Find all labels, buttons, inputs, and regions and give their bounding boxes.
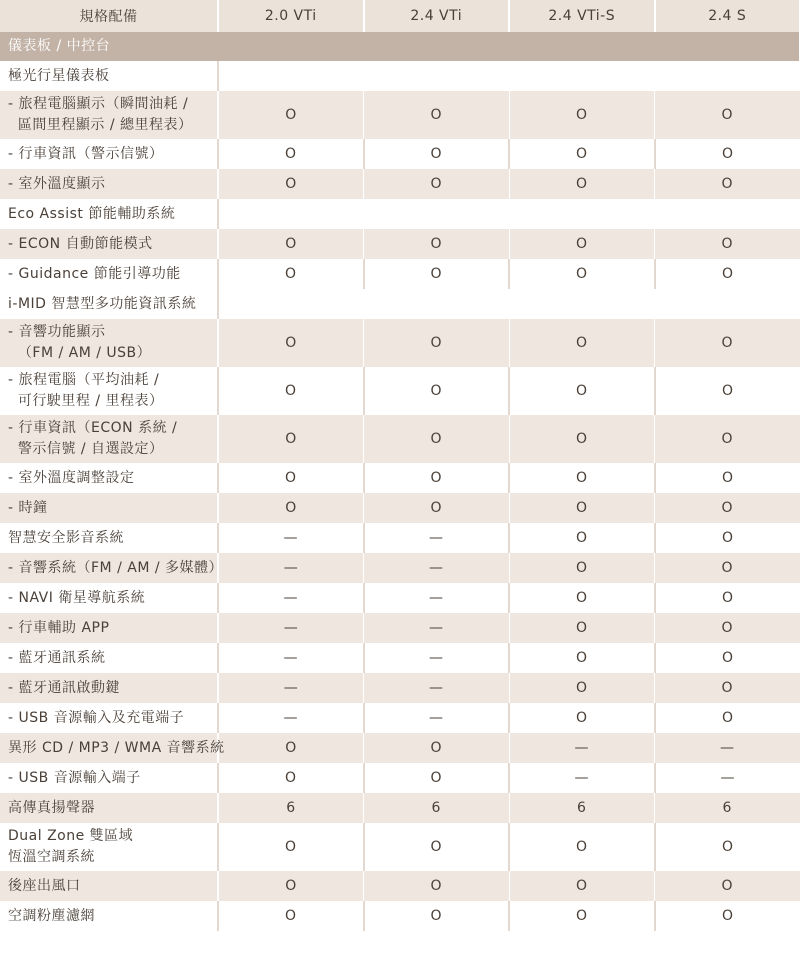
available-mark: O [364, 169, 510, 199]
unavailable-mark: — [218, 643, 364, 673]
spec-row [0, 139, 800, 169]
spec-row [0, 415, 800, 463]
unavailable-mark: — [218, 553, 364, 583]
spec-label: - ECON 自動節能模式 [0, 229, 218, 259]
unavailable-mark: — [364, 673, 510, 703]
unavailable-mark: — [655, 733, 800, 763]
spec-value: 6 [218, 793, 364, 823]
available-mark: O [509, 415, 655, 463]
spec-value: 6 [364, 793, 510, 823]
available-mark: O [364, 91, 510, 139]
available-mark: O [509, 367, 655, 415]
available-mark: O [655, 583, 800, 613]
spec-row [0, 673, 800, 703]
spec-row [0, 169, 800, 199]
unavailable-mark: — [655, 763, 800, 793]
available-mark: O [364, 901, 510, 931]
available-mark: O [218, 763, 364, 793]
available-mark: O [364, 415, 510, 463]
available-mark: O [655, 493, 800, 523]
spec-row [0, 613, 800, 643]
group-blank [218, 61, 800, 91]
available-mark: O [655, 139, 800, 169]
model-header: 2.4 S [655, 0, 800, 32]
category-title: 儀表板 / 中控台 [0, 32, 800, 61]
available-mark: O [218, 733, 364, 763]
available-mark: O [509, 139, 655, 169]
spec-body [0, 32, 800, 931]
unavailable-mark: — [218, 613, 364, 643]
spec-label: - 室外溫度顯示 [0, 169, 218, 199]
available-mark: O [218, 139, 364, 169]
spec-label: Dual Zone 雙區域 恆溫空調系統 [0, 823, 218, 871]
spec-row [0, 553, 800, 583]
spec-label: 智慧安全影音系統 [0, 523, 218, 553]
unavailable-mark: — [218, 673, 364, 703]
available-mark: O [364, 733, 510, 763]
unavailable-mark: — [364, 643, 510, 673]
available-mark: O [218, 415, 364, 463]
available-mark: O [509, 229, 655, 259]
available-mark: O [218, 463, 364, 493]
available-mark: O [364, 823, 510, 871]
header-row [0, 0, 800, 32]
available-mark: O [655, 367, 800, 415]
group-row [0, 289, 800, 319]
spec-label: - 旅程電腦顯示（瞬間油耗 / 區間里程顯示 / 總里程表） [0, 91, 218, 139]
available-mark: O [509, 493, 655, 523]
spec-label: - 時鐘 [0, 493, 218, 523]
available-mark: O [655, 613, 800, 643]
available-mark: O [509, 463, 655, 493]
available-mark: O [364, 763, 510, 793]
spec-row [0, 259, 800, 289]
available-mark: O [218, 259, 364, 289]
available-mark: O [364, 493, 510, 523]
spec-row [0, 793, 800, 823]
spec-row [0, 91, 800, 139]
group-blank [218, 289, 800, 319]
available-mark: O [364, 367, 510, 415]
spec-row [0, 229, 800, 259]
spec-label: - 行車資訊（ECON 系統 / 警示信號 / 自選設定） [0, 415, 218, 463]
spec-row [0, 871, 800, 901]
spec-row [0, 643, 800, 673]
group-title: i-MID 智慧型多功能資訊系統 [0, 289, 218, 319]
spec-row [0, 493, 800, 523]
spec-row [0, 319, 800, 367]
spec-label: - 室外溫度調整設定 [0, 463, 218, 493]
spec-label: - 音響功能顯示 （FM / AM / USB） [0, 319, 218, 367]
model-header: 2.0 VTi [218, 0, 364, 32]
available-mark: O [364, 319, 510, 367]
available-mark: O [509, 259, 655, 289]
available-mark: O [509, 871, 655, 901]
available-mark: O [218, 91, 364, 139]
spec-label: - USB 音源輸入及充電端子 [0, 703, 218, 733]
available-mark: O [655, 553, 800, 583]
available-mark: O [509, 703, 655, 733]
available-mark: O [509, 643, 655, 673]
spec-label: - 行車輔助 APP [0, 613, 218, 643]
available-mark: O [655, 643, 800, 673]
available-mark: O [509, 823, 655, 871]
spec-label: 空調粉塵濾網 [0, 901, 218, 931]
unavailable-mark: — [364, 553, 510, 583]
spec-label: - 旅程電腦（平均油耗 / 可行駛里程 / 里程表） [0, 367, 218, 415]
available-mark: O [655, 673, 800, 703]
unavailable-mark: — [509, 763, 655, 793]
available-mark: O [655, 901, 800, 931]
available-mark: O [655, 91, 800, 139]
spec-value: 6 [655, 793, 800, 823]
spec-label: - NAVI 衛星導航系統 [0, 583, 218, 613]
available-mark: O [218, 871, 364, 901]
model-header: 2.4 VTi [364, 0, 510, 32]
unavailable-mark: — [509, 733, 655, 763]
spec-label: - USB 音源輸入端子 [0, 763, 218, 793]
unavailable-mark: — [218, 523, 364, 553]
available-mark: O [655, 319, 800, 367]
spec-row [0, 733, 800, 763]
spec-row [0, 463, 800, 493]
available-mark: O [218, 823, 364, 871]
group-blank [218, 199, 800, 229]
available-mark: O [364, 229, 510, 259]
available-mark: O [655, 871, 800, 901]
available-mark: O [509, 583, 655, 613]
spec-row [0, 703, 800, 733]
model-header: 2.4 VTi-S [509, 0, 655, 32]
available-mark: O [509, 673, 655, 703]
available-mark: O [364, 139, 510, 169]
available-mark: O [655, 169, 800, 199]
available-mark: O [655, 463, 800, 493]
available-mark: O [655, 259, 800, 289]
group-row [0, 199, 800, 229]
spec-label: 異形 CD / MP3 / WMA 音響系統 [0, 733, 218, 763]
spec-row [0, 523, 800, 553]
spec-row [0, 901, 800, 931]
available-mark: O [655, 523, 800, 553]
unavailable-mark: — [364, 523, 510, 553]
unavailable-mark: — [364, 583, 510, 613]
available-mark: O [218, 319, 364, 367]
available-mark: O [218, 901, 364, 931]
spec-row [0, 583, 800, 613]
available-mark: O [655, 823, 800, 871]
spec-value: 6 [509, 793, 655, 823]
available-mark: O [509, 91, 655, 139]
available-mark: O [509, 169, 655, 199]
available-mark: O [218, 493, 364, 523]
spec-label: 高傳真揚聲器 [0, 793, 218, 823]
available-mark: O [509, 901, 655, 931]
spec-row [0, 823, 800, 871]
header-label: 規格配備 [0, 0, 218, 32]
available-mark: O [364, 463, 510, 493]
group-title: Eco Assist 節能輔助系統 [0, 199, 218, 229]
available-mark: O [364, 871, 510, 901]
available-mark: O [509, 553, 655, 583]
available-mark: O [218, 367, 364, 415]
spec-label: - 音響系統（FM / AM / 多媒體） [0, 553, 218, 583]
group-row [0, 61, 800, 91]
available-mark: O [655, 703, 800, 733]
available-mark: O [509, 319, 655, 367]
spec-label: 後座出風口 [0, 871, 218, 901]
spec-label: - 藍牙通訊啟動鍵 [0, 673, 218, 703]
group-title: 極光行星儀表板 [0, 61, 218, 91]
available-mark: O [364, 259, 510, 289]
spec-row [0, 367, 800, 415]
unavailable-mark: — [218, 583, 364, 613]
spec-label: - 藍牙通訊系統 [0, 643, 218, 673]
category-row [0, 32, 800, 61]
available-mark: O [218, 169, 364, 199]
unavailable-mark: — [364, 703, 510, 733]
available-mark: O [509, 523, 655, 553]
available-mark: O [509, 613, 655, 643]
available-mark: O [655, 415, 800, 463]
available-mark: O [218, 229, 364, 259]
spec-label: - 行車資訊（警示信號） [0, 139, 218, 169]
spec-label: - Guidance 節能引導功能 [0, 259, 218, 289]
available-mark: O [655, 229, 800, 259]
spec-row [0, 763, 800, 793]
unavailable-mark: — [218, 703, 364, 733]
unavailable-mark: — [364, 613, 510, 643]
